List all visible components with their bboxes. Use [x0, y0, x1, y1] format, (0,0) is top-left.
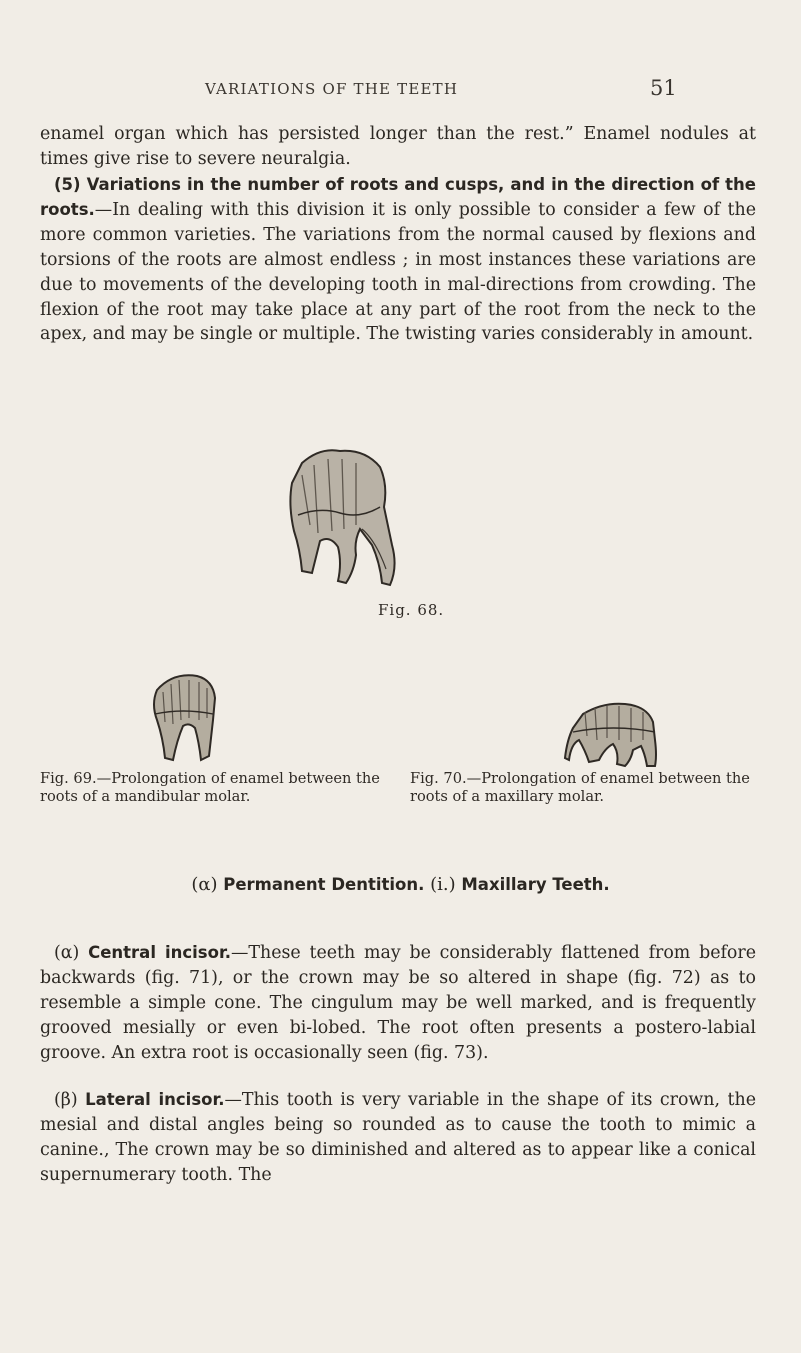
- section-sub-prefix: (i.): [430, 874, 456, 895]
- paragraph-roots-variations: [40, 173, 756, 347]
- paragraph-body: —In dealing with this division it is only possible to consider a few of the more common varieties. The variations from the normal caused by flexions and torsions of the roots are almost endless ; in most instances these variations are due to movements of the developing tooth in mal-directions from crowding. The flexion of the root may take place at any part of the root from the neck to the apex, and may be single or multiple. The twisting varies considerably in amount.: [40, 199, 756, 345]
- paragraph-body: —This tooth is very variable in the shape of its crown, the mesial and distal angles being so rounded as to cause the tooth to mimic a canine.‚ The crown may be so diminished and altered as to appear like a conical supernumerary tooth. The: [40, 1090, 756, 1185]
- section-title: Permanent Dentition.: [223, 875, 425, 894]
- page-number: 51: [650, 76, 677, 100]
- paragraph-prefix: (β): [54, 1090, 78, 1110]
- section-prefix: (α): [191, 874, 218, 895]
- paragraph-continued: enamel organ which has persisted longer than the rest.” Enamel nodules at times give rise to severe neuralgia.: [40, 124, 756, 169]
- paragraph-heading: Lateral incisor.: [85, 1090, 225, 1109]
- paragraph-lateral-incisor: [40, 1088, 756, 1188]
- paragraph-body: —These teeth may be considerably flattened from before backwards (fig. 71), or the crown may be so altered in shape (fig. 72) as to resemble a simple cone. The cingulum may be well marked, and is frequently grooved mesially or even bi-lobed. The root often presents a postero-labial groove. An extra root is occasionally seen (fig. 73).: [40, 943, 757, 1063]
- running-title: VARIATIONS OF THE TEETH: [205, 80, 459, 98]
- paragraph-prefix: (α): [54, 943, 80, 963]
- section-heading: [0, 874, 801, 895]
- paragraph-heading: (5) Variations in the number of roots and cusps, and in the direction of the roots.: [40, 175, 756, 219]
- figure-70-tooth-illustration: [563, 700, 663, 770]
- running-header: [0, 76, 801, 102]
- figure-68-label: Fig. 68.: [378, 601, 445, 619]
- figure-68-tooth-illustration: [280, 445, 415, 595]
- paragraph-central-incisor: [40, 941, 756, 1066]
- paragraph-heading: Central incisor.: [88, 943, 232, 962]
- figure-70-caption: Fig. 70.—Prolongation of enamel between the roots of a maxillary molar.: [410, 770, 750, 805]
- figure-69-caption: Fig. 69.—Prolongation of enamel between the roots of a mandibular molar.: [40, 770, 380, 805]
- section-subtitle: Maxillary Teeth.: [461, 875, 610, 894]
- figure-69-tooth-illustration: [143, 668, 225, 768]
